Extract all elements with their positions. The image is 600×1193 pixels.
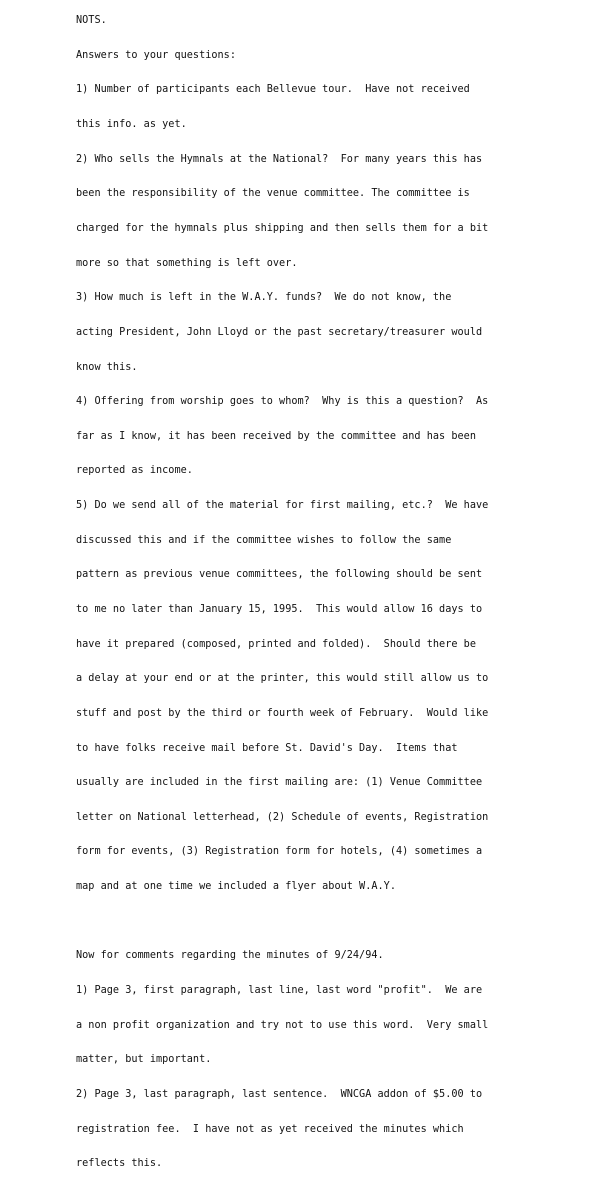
text-line: reported as income. — [76, 465, 193, 477]
text-line: 1) Page 3, first paragraph, last line, last word "profit". We are — [76, 985, 483, 997]
text-line: registration fee. I have not as yet received the minutes which — [76, 1123, 464, 1135]
text-line: charged for the hymnals plus shipping and then sells them for a bit — [76, 222, 489, 234]
text-line: pattern as previous venue committees, the following should be sent — [76, 569, 483, 581]
text-line: 2) Who sells the Hymnals at the National? For many years this has — [76, 153, 483, 165]
text-line: map and at one time we included a flyer about W.A.Y. — [76, 881, 396, 893]
typed-letter-body — [76, 0, 596, 1193]
heading-line: NOTS. — [76, 15, 107, 27]
text-line: been the responsibility of the venue committee. The committee is — [76, 188, 470, 200]
text-line: 2) Page 3, last paragraph, last sentence. WNCGA addon of $5.00 to — [76, 1088, 483, 1100]
text-line: reflects this. — [76, 1158, 163, 1170]
text-line: letter on National letterhead, (2) Schedule of events, Registration — [76, 811, 489, 823]
text-line: know this. — [76, 361, 138, 373]
text-line: 1) Number of participants each Bellevue tour. Have not received — [76, 84, 470, 96]
text-line: 4) Offering from worship goes to whom? Why is this a question? As — [76, 396, 489, 408]
text-line: more so that something is left over. — [76, 257, 298, 269]
text-line: to have folks receive mail before St. David's Day. Items that — [76, 742, 458, 754]
text-line: a non profit organization and try not to use this word. Very small — [76, 1019, 489, 1031]
text-line: this info. as yet. — [76, 119, 187, 131]
text-line: have it prepared (composed, printed and folded). Should there be — [76, 638, 476, 650]
text-line: 3) How much is left in the W.A.Y. funds? We do not know, the — [76, 292, 452, 304]
text-line: Answers to your questions: — [76, 49, 236, 61]
text-line: to me no later than January 15, 1995. This would allow 16 days to — [76, 603, 483, 615]
text-line: 5) Do we send all of the material for first mailing, etc.? We have — [76, 500, 489, 512]
text-line: matter, but important. — [76, 1054, 212, 1066]
text-line: form for events, (3) Registration form for hotels, (4) sometimes a — [76, 846, 483, 858]
text-line: discussed this and if the committee wishes to follow the same — [76, 534, 452, 546]
text-line: acting President, John Lloyd or the past secretary/treasurer would — [76, 326, 483, 338]
blank-line — [76, 916, 596, 928]
text-line: usually are included in the first mailing are: (1) Venue Committee — [76, 777, 483, 789]
text-line: Now for comments regarding the minutes of 9/24/94. — [76, 950, 384, 962]
text-line: stuff and post by the third or fourth week of February. Would like — [76, 707, 489, 719]
text-line: a delay at your end or at the printer, this would still allow us to — [76, 673, 489, 685]
text-line: far as I know, it has been received by the committee and has been — [76, 430, 476, 442]
